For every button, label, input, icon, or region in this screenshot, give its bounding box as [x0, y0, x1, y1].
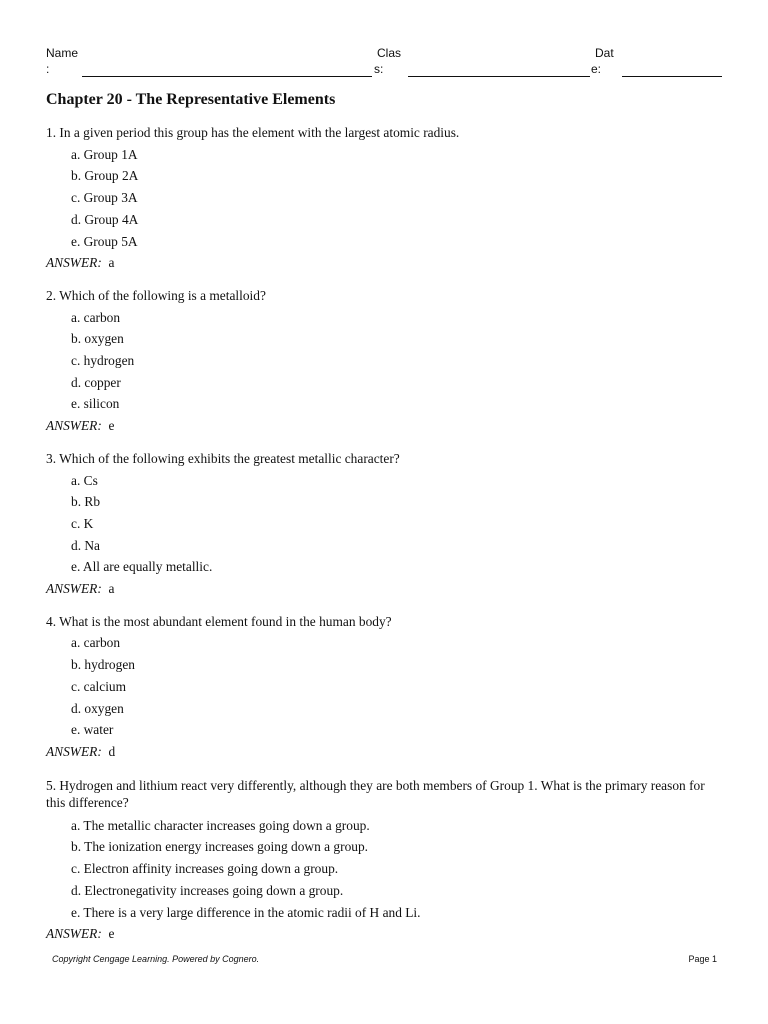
answer-line: [46, 923, 726, 945]
option-b: b. hydrogen: [71, 657, 135, 673]
answer-label: ANSWER:: [46, 581, 102, 597]
copyright-text: Copyright Cengage Learning. Powered by Cognero.: [52, 954, 260, 964]
option-a: a. carbon: [71, 635, 121, 651]
option-e: e. Group 5A: [71, 233, 138, 249]
option-d: d. Group 4A: [71, 211, 139, 227]
option-e: e. There is a very large difference in the atomic radii of H and Li.: [71, 904, 421, 920]
option-a: a. The metallic character increases going down a group.: [71, 817, 370, 833]
name-label-colon: :: [46, 62, 50, 76]
question-2: [46, 285, 726, 437]
name-field[interactable]: [82, 76, 372, 77]
option-b: b. Group 2A: [71, 168, 139, 184]
answer-label: ANSWER:: [46, 743, 102, 759]
option-b: b. Rb: [71, 494, 101, 510]
answer-value: e: [108, 418, 115, 434]
option-e: e. silicon: [71, 396, 120, 412]
question-3: [46, 448, 726, 600]
question-text: 3. Which of the following exhibits the greatest metallic character?: [46, 450, 400, 466]
answer-label: ANSWER:: [46, 255, 102, 271]
option-e: e. water: [71, 722, 114, 738]
option-list: [46, 144, 726, 253]
question-text: 5. Hydrogen and lithium react very differently, although they are both members of Group 1. What is the primary reason for this difference?: [46, 777, 705, 810]
option-list: [46, 815, 726, 924]
option-d: d. copper: [71, 374, 121, 390]
question-5: [46, 777, 726, 945]
answer-value: a: [108, 255, 115, 271]
question-text: 4. What is the most abundant element found in the human body?: [46, 613, 392, 629]
option-list: [46, 632, 726, 741]
class-label-suffix: s:: [374, 62, 384, 76]
date-label: Dat: [595, 46, 614, 60]
option-b: b. oxygen: [71, 331, 124, 347]
option-d: d. oxygen: [71, 700, 124, 716]
question-4: [46, 611, 726, 763]
option-c: c. Electron affinity increases going down a group.: [71, 861, 339, 877]
option-c: c. Group 3A: [71, 190, 138, 206]
option-a: a. Group 1A: [71, 146, 138, 162]
name-label: Name: [46, 46, 79, 60]
answer-line: [46, 415, 726, 437]
option-c: c. K: [71, 515, 94, 531]
class-field[interactable]: [408, 76, 590, 77]
answer-value: d: [108, 743, 116, 759]
page-title: Chapter 20 - The Representative Elements: [46, 91, 336, 108]
answer-line: [46, 741, 726, 763]
option-d: d. Na: [71, 537, 101, 553]
answer-line: [46, 578, 726, 600]
question-text: 2. Which of the following is a metalloid?: [46, 287, 266, 303]
answer-line: [46, 252, 726, 274]
option-list: [46, 307, 726, 416]
page-number: Page 1: [688, 954, 717, 964]
option-b: b. The ionization energy increases going down a group.: [71, 839, 368, 855]
option-c: c. calcium: [71, 678, 127, 694]
answer-value: a: [108, 581, 115, 597]
answer-label: ANSWER:: [46, 418, 102, 434]
question-text: 1. In a given period this group has the element with the largest atomic radius.: [46, 125, 460, 140]
option-a: a. Cs: [71, 472, 98, 488]
option-d: d. Electronegativity increases going down a group.: [71, 882, 344, 898]
answer-label: ANSWER:: [46, 926, 102, 942]
answer-value: e: [108, 926, 115, 942]
date-field[interactable]: [622, 76, 722, 77]
option-c: c. hydrogen: [71, 353, 135, 369]
date-label-suffix: e:: [591, 62, 602, 76]
class-label: Clas: [377, 46, 402, 60]
option-e: e. All are equally metallic.: [71, 559, 213, 575]
page-footer: [52, 954, 717, 964]
student-info-header: [46, 46, 726, 80]
question-list: [46, 122, 726, 956]
question-1: [46, 122, 726, 274]
option-list: [46, 470, 726, 579]
option-a: a. carbon: [71, 309, 121, 325]
